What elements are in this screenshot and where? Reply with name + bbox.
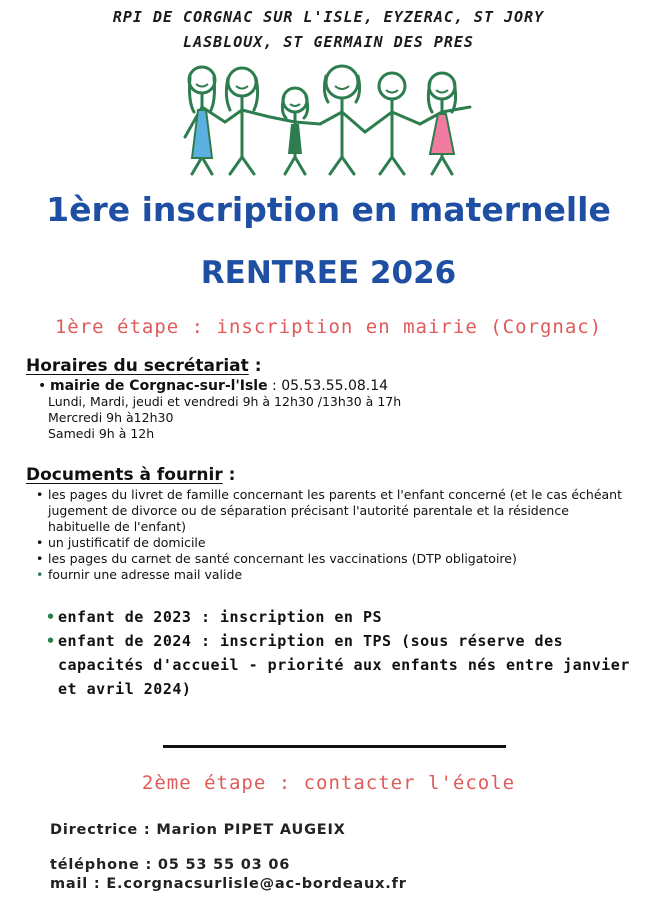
list-item: • fournir une adresse mail valide bbox=[32, 567, 634, 583]
page-subtitle: RENTREE 2026 bbox=[200, 255, 457, 291]
levels-list bbox=[42, 605, 637, 701]
documents-section bbox=[26, 465, 634, 583]
list-item: • un justificatif de domicile bbox=[32, 535, 634, 551]
hours-line: Mercredi 9h à12h30 bbox=[48, 410, 174, 425]
level-item-tps: • enfant de 2024 : inscription en TPS (sous réserve des capacités d'accueil - priorité aux enfants nés entre janvier et avril 2024) bbox=[42, 629, 637, 701]
school-phone: téléphone : 05 53 55 03 06 bbox=[50, 857, 291, 873]
hours-section bbox=[26, 356, 636, 442]
list-item: • les pages du livret de famille concernant les parents et l'enfant concerné (et le cas échéant jugement de divorce ou de séparation précisant l'autorité parentale et la résidence habituelle de l'enfant) bbox=[32, 487, 634, 535]
hours-heading: Horaires du secrétariat : bbox=[26, 356, 262, 376]
hours-line: Lundi, Mardi, jeudi et vendredi 9h à 12h30 /13h30 à 17h bbox=[48, 394, 402, 409]
list-item: • les pages du carnet de santé concernant les vaccinations (DTP obligatoire) bbox=[32, 551, 634, 567]
hours-mairie bbox=[34, 378, 636, 394]
documents-heading: Documents à fournir : bbox=[26, 465, 236, 485]
mairie-label: mairie de Corgnac-sur-l'Isle bbox=[50, 378, 268, 394]
family-illustration bbox=[180, 62, 480, 182]
hours-line: Samedi 9h à 12h bbox=[48, 426, 155, 441]
level-item-ps: • enfant de 2023 : inscription en PS bbox=[42, 605, 637, 629]
header-line-1: RPI DE CORGNAC SUR L'ISLE, EYZERAC, ST JORY bbox=[112, 8, 545, 26]
step-2-heading: 2ème étape : contacter l'école bbox=[141, 772, 516, 794]
director-name: Directrice : Marion PIPET AUGEIX bbox=[50, 822, 346, 838]
step-1-heading: 1ère étape : inscription en mairie (Corgnac) bbox=[54, 316, 603, 338]
school-email: mail : E.corgnacsurlisle@ac-bordeaux.fr bbox=[50, 876, 407, 892]
mairie-phone: : 05.53.55.08.14 bbox=[267, 378, 389, 394]
divider bbox=[163, 745, 506, 748]
header-line-2: LASBLOUX, ST GERMAIN DES PRES bbox=[183, 33, 474, 51]
page-title: 1ère inscription en maternelle bbox=[46, 190, 611, 229]
